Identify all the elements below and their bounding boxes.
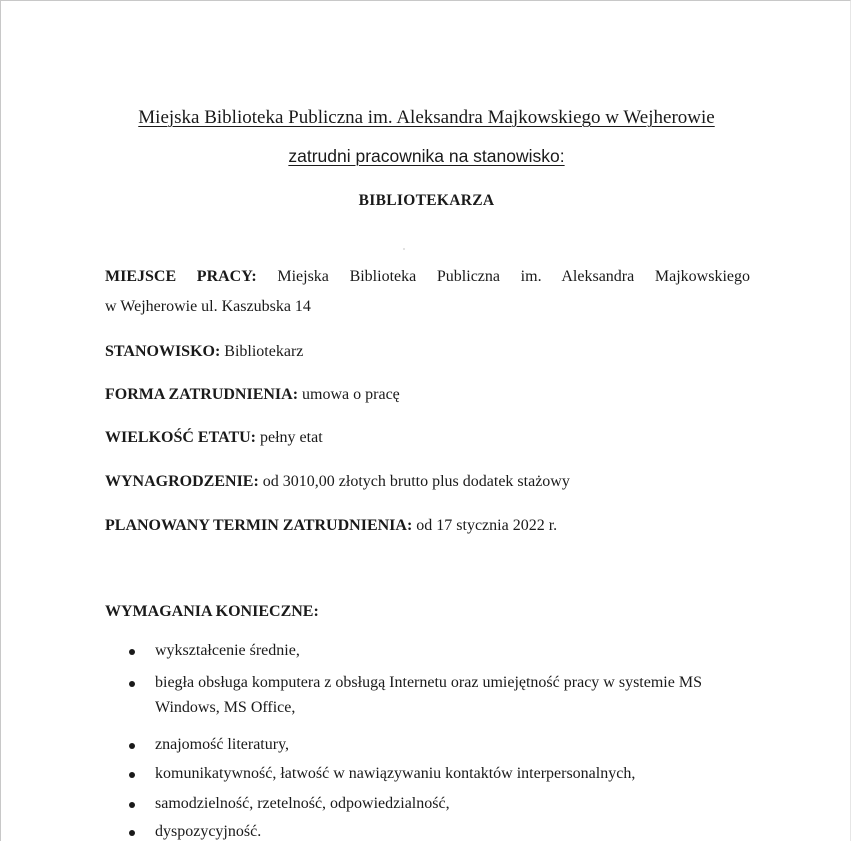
list-item: [155, 642, 755, 660]
requirements-title: WYMAGANIA KONIECZNE:: [105, 603, 319, 620]
workplace-field: [105, 268, 750, 286]
salary-value: od 3010,00 złotych brutto plus dodatek stażowy: [262, 473, 570, 490]
workplace-value-line1: Miejska Biblioteka Publiczna im. Aleksandra Majkowskiego: [277, 268, 751, 285]
list-item: [155, 795, 755, 813]
start-date-value: od 17 stycznia 2022 r.: [416, 517, 558, 534]
list-item: [155, 823, 755, 841]
list-item-text-continued: Windows, MS Office,: [155, 699, 296, 716]
bullet-icon: [129, 830, 135, 836]
workplace-line1: [105, 268, 750, 285]
bullet-icon: [129, 743, 135, 749]
list-item-text: samodzielność, rzetelność, odpowiedzialność,: [155, 795, 450, 812]
employment-value: umowa o pracę: [302, 386, 400, 403]
employment-field: [105, 386, 750, 404]
list-item-text: dyspozycyjność.: [155, 823, 262, 840]
position-value: Bibliotekarz: [224, 343, 304, 360]
employment-label: FORMA ZATRUDNIENIA:: [105, 386, 299, 403]
fte-value: pełny etat: [260, 429, 323, 446]
start-date-field: [105, 517, 750, 535]
bullet-icon: [129, 649, 135, 655]
workplace-value-line2: w Wejherowie ul. Kaszubska 14: [105, 298, 311, 315]
list-item-text: znajomość literatury,: [155, 736, 290, 753]
institution-heading: Miejska Biblioteka Publiczna im. Aleksandra Majkowskiego w Wejherowie: [138, 107, 715, 128]
scan-speck: [403, 248, 405, 250]
salary-label: WYNAGRODZENIE:: [105, 473, 259, 490]
list-item: [155, 765, 755, 783]
start-date-label: PLANOWANY TERMIN ZATRUDNIENIA:: [105, 517, 413, 534]
workplace-label: MIEJSCE PRACY:: [105, 268, 257, 285]
fte-label: WIELKOŚĆ ETATU:: [105, 429, 256, 446]
list-item-text: komunikatywność, łatwość w nawiązywaniu kontaktów interpersonalnych,: [155, 765, 636, 782]
position-label: STANOWISKO:: [105, 343, 221, 360]
list-item-text: biegła obsługa komputera z obsługą Internetu oraz umiejętność pracy w systemie MS: [155, 674, 702, 691]
position-title: BIBLIOTEKARZA: [358, 192, 495, 209]
fte-field: [105, 429, 750, 447]
list-item-text: wykształcenie średnie,: [155, 642, 300, 659]
salary-field: [105, 473, 750, 491]
bullet-icon: [129, 772, 135, 778]
list-item: [155, 736, 755, 754]
list-item: [155, 674, 755, 717]
announcement-subtitle: zatrudni pracownika na stanowisko:: [288, 146, 565, 166]
position-field: [105, 343, 750, 361]
bullet-icon: [129, 802, 135, 808]
bullet-icon: [129, 681, 135, 687]
